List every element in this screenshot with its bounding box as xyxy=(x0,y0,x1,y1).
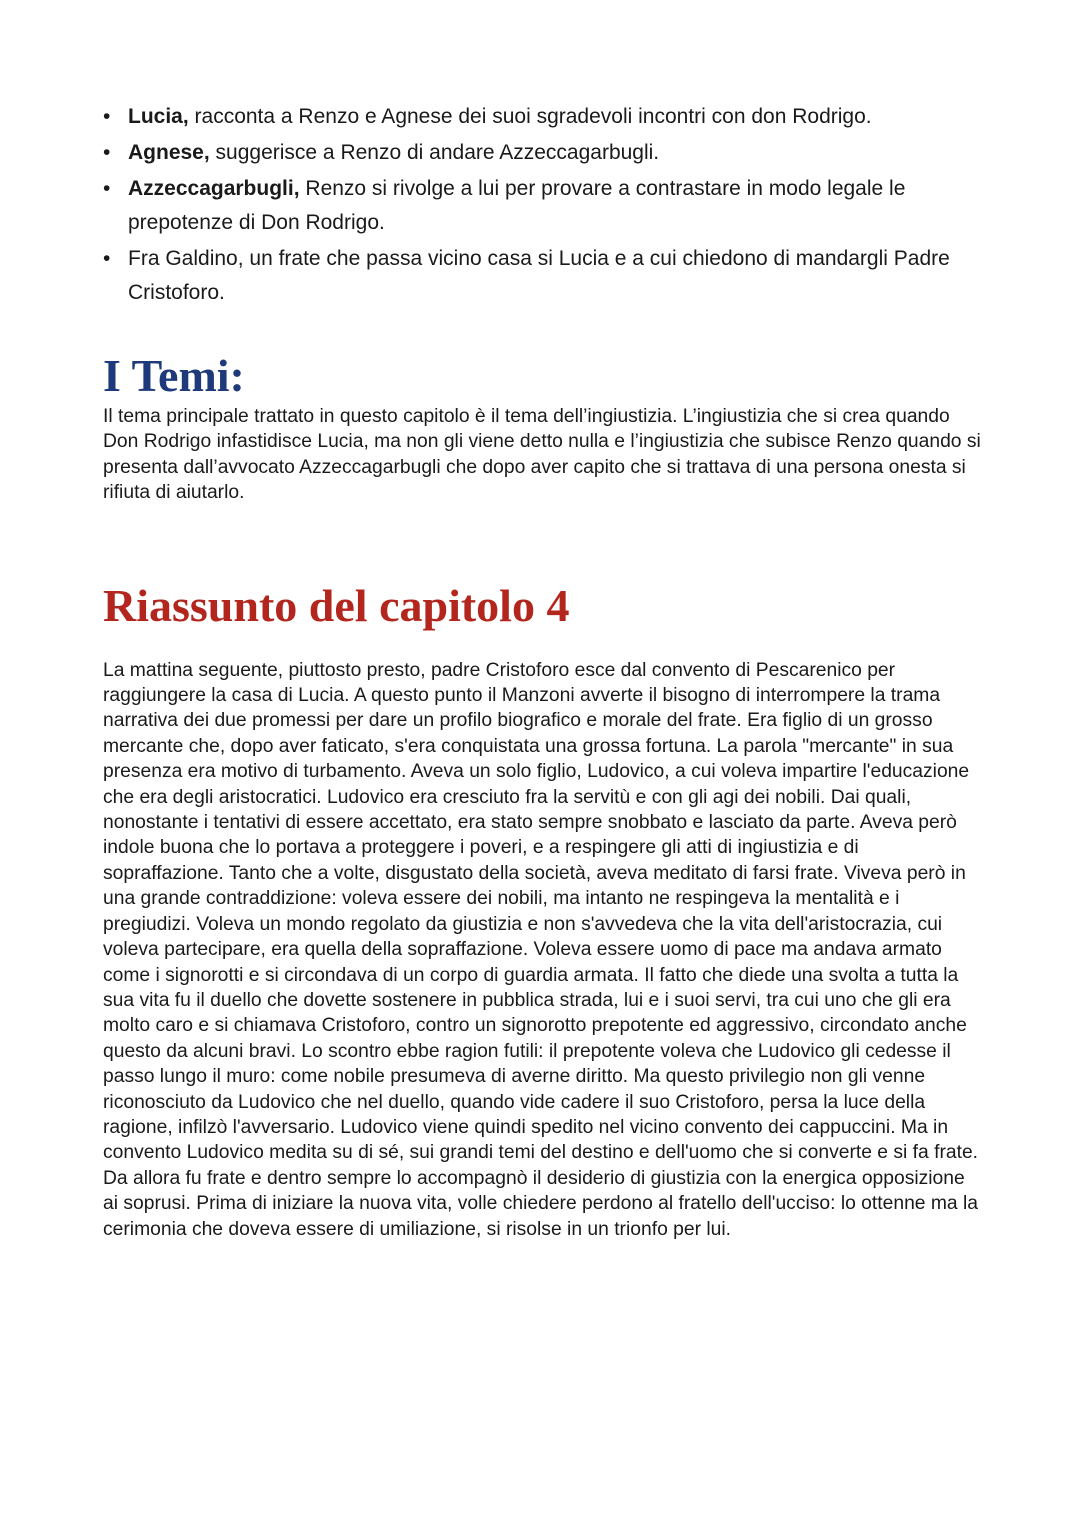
document-page xyxy=(103,100,983,1242)
character-list xyxy=(103,100,983,310)
list-item xyxy=(103,242,983,310)
character-name: Azzeccagarbugli, xyxy=(128,177,300,200)
character-description: Fra Galdino, un frate che passa vicino casa si Lucia e a cui chiedono di mandargli Padre Cristoforo. xyxy=(128,247,950,304)
temi-paragraph: Il tema principale trattato in questo capitolo è il tema dell’ingiustizia. L’ingiustizia che si crea quando Don Rodrigo infastidisce Lucia, ma non gli viene detto nulla e l’ingiustizia che subisce Renzo quando si presenta dall’avvocato Azzeccagarbugli che dopo aver capito che si trattava di una persona onesta si rifiuta di aiutarlo. xyxy=(103,406,981,504)
riassunto-heading: Riassunto del capitolo 4 xyxy=(103,579,570,631)
character-name: Agnese, xyxy=(128,141,210,164)
bullet-marker: • xyxy=(103,141,111,164)
temi-heading: I Temi: xyxy=(103,350,245,401)
character-description: racconta a Renzo e Agnese dei suoi sgradevoli incontri con don Rodrigo. xyxy=(188,105,872,128)
character-description: Renzo si rivolge a lui per provare a contrastare in modo legale le prepotenze di Don Rodrigo. xyxy=(128,177,906,234)
bullet-marker: • xyxy=(103,247,111,270)
list-item xyxy=(103,172,983,240)
bullet-marker: • xyxy=(103,105,111,128)
bullet-marker: • xyxy=(103,177,111,200)
list-item xyxy=(103,100,983,134)
character-name: Lucia, xyxy=(128,105,189,128)
riassunto-paragraph: La mattina seguente, piuttosto presto, padre Cristoforo esce dal convento di Pescarenico per raggiungere la casa di Lucia. A questo punto il Manzoni avverte il bisogno di interrompere la trama narrativa dei due promessi per dare un profilo biografico e morale del frate. Era figlio di un grosso mercante che, dopo aver faticato, s'era conquistata una grossa fortuna. La parola "mercante" in sua presenza era motivo di turbamento. Aveva un solo figlio, Ludovico, a cui voleva impartire l'educazione che era degli aristocratici. Ludovico era cresciuto fra la servitù e con gli agi dei nobili. Dai quali, nonostante i tentativi di essere accettato, era stato sempre snobbato e lasciato da parte. Aveva però indole buona che lo portava a proteggere i poveri, e a respingere gli atti di ingiustizia e di sopraffazione. Tanto che a volte, disgustato della società, aveva meditato di farsi frate. Viveva però in una grande contraddizione: voleva essere dei nobili, ma intanto ne respingeva la mentalità e i pregiudizi. Voleva un mondo regolato da giustizia e non s'avvedeva che la vita dell'aristocrazia, cui voleva partecipare, era quella della sopraffazione. Voleva essere uomo di pace ma andava armato come i signorotti e si circondava di un corpo di guardia armata. Il fatto che diede una svolta a tutta la sua vita fu il duello che dovette sostenere in pubblica strada, lui e i suoi servi, tra cui uno che gli era molto caro e si chiamava Cristoforo, contro un signorotto prepotente ed aggressivo, circondato anche questo da alcuni bravi. Lo scontro ebbe ragion futili: il prepotente voleva che Ludovico gli cedesse il passo lungo il muro: come nobile presumeva di averne diritto. Ma questo privilegio non gli venne riconosciuto da Ludovico che nel duello, quando vide cadere il suo Cristoforo, persa la luce della ragione, infilzò l'avversario. Ludovico viene quindi spedito nel vicino convento dei cappuccini. Ma in convento Ludovico medita su di sé, sui grandi temi del destino e dell'uomo che si converte e si fa frate. Da allora fu frate e dentro sempre lo accompagnò il desiderio di giustizia con la energica opposizione ai soprusi. Prima di iniziare la nuova vita, volle chiedere perdono al fratello dell'ucciso: lo ottenne ma la cerimonia che doveva essere di umiliazione, si risolse in un trionfo per lui. xyxy=(103,659,979,1240)
list-item xyxy=(103,136,983,170)
character-description: suggerisce a Renzo di andare Azzeccagarbugli. xyxy=(209,141,660,164)
